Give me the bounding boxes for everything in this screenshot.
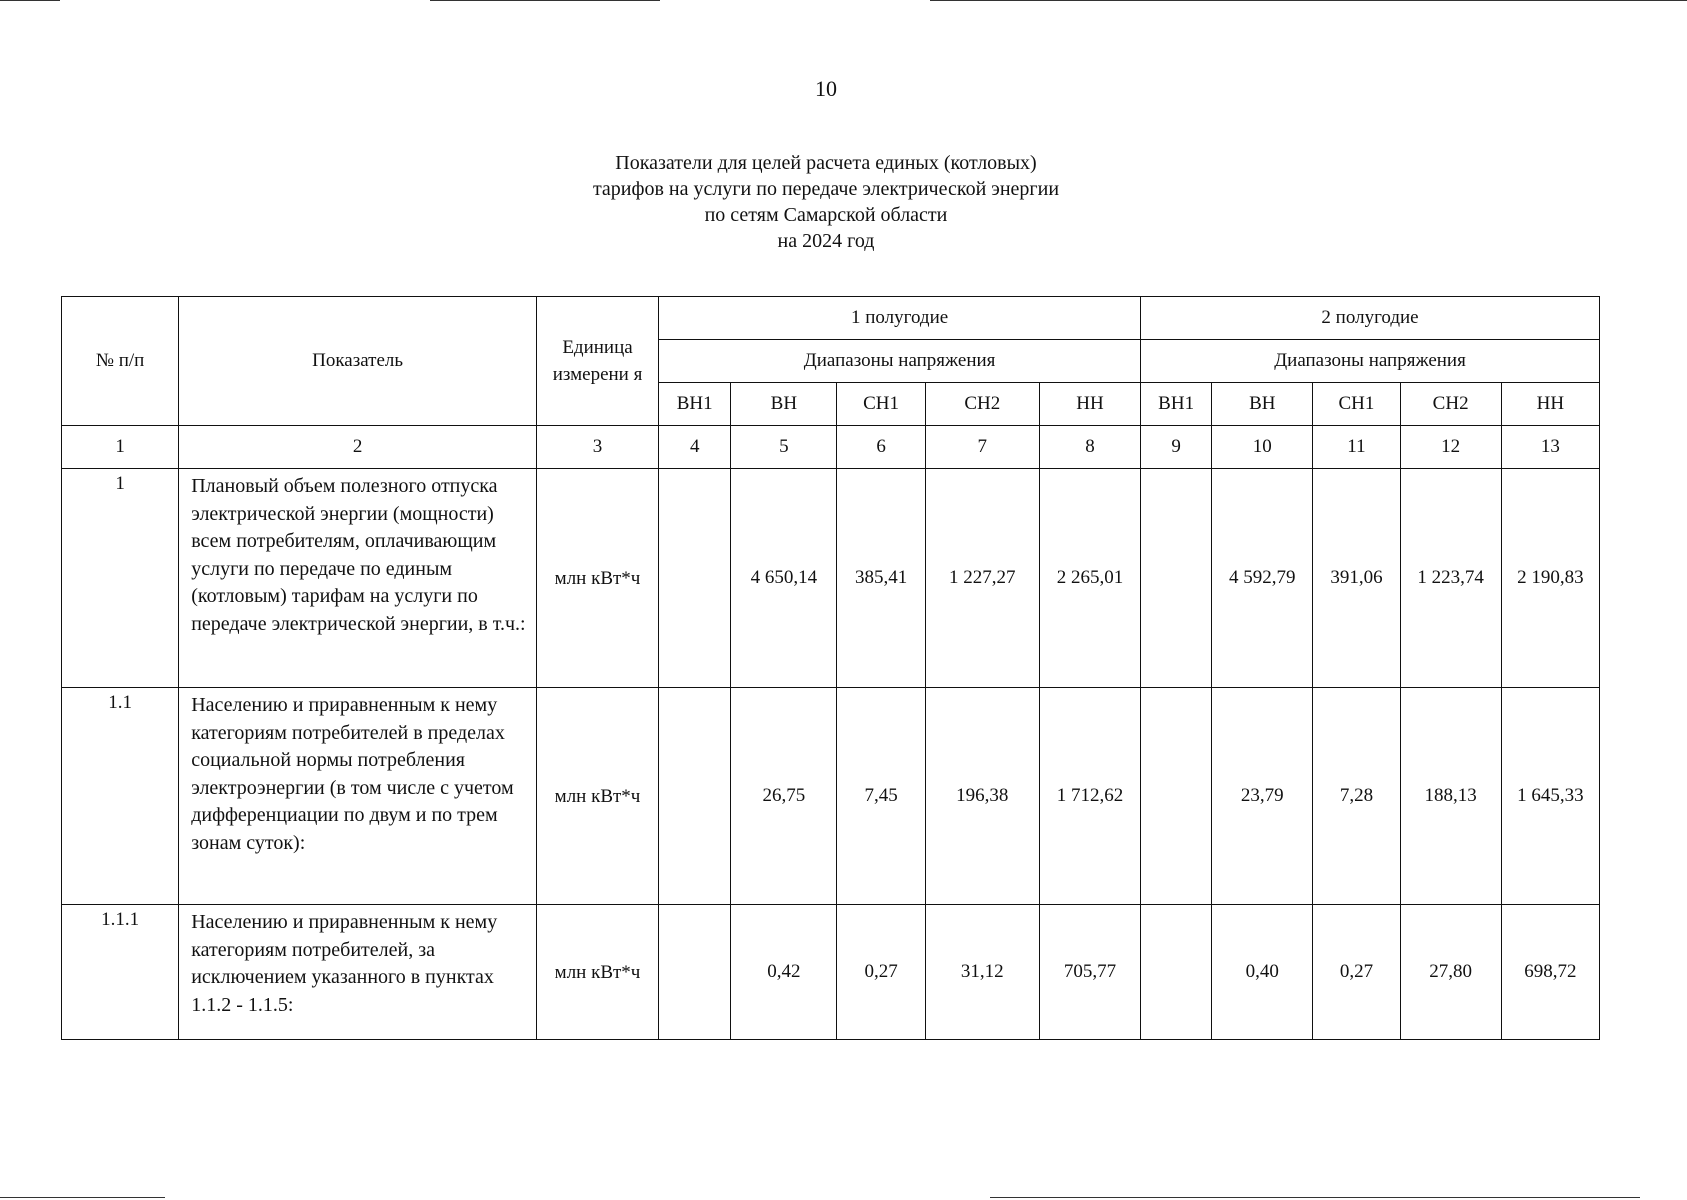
row-unit: млн кВт*ч bbox=[536, 469, 658, 688]
column-number: 12 bbox=[1400, 426, 1501, 469]
column-number: 9 bbox=[1141, 426, 1212, 469]
title-line-2: тарифов на услуги по передаче электрической энергии bbox=[592, 178, 1060, 200]
value-cell: 26,75 bbox=[731, 688, 837, 905]
row-index: 1 bbox=[62, 469, 179, 688]
header-voltage-sn2-h2: СН2 bbox=[1400, 383, 1501, 426]
value-cell bbox=[1141, 905, 1212, 1040]
header-half-1: 1 полугодие bbox=[659, 297, 1141, 340]
header-voltage-vn1-h1: ВН1 bbox=[659, 383, 731, 426]
value-cell bbox=[1141, 469, 1212, 688]
value-cell: 23,79 bbox=[1212, 688, 1313, 905]
header-unit: Единица измерени я bbox=[536, 297, 658, 426]
column-number: 1 bbox=[62, 426, 179, 469]
title-line-1: Показатели для целей расчета единых (котловых) bbox=[615, 152, 1037, 174]
value-cell: 4 592,79 bbox=[1212, 469, 1313, 688]
row-indicator: Плановый объем полезного отпуска электрической энергии (мощности) всем потребителям, оплачивающим услуги по передаче по единым (котловым) тарифам на услуги по передаче электрической энергии, в т.ч.: bbox=[179, 469, 537, 688]
scan-edge-bottom-right bbox=[990, 1197, 1640, 1198]
scan-edge-bottom-left bbox=[0, 1197, 165, 1198]
value-cell: 31,12 bbox=[925, 905, 1039, 1040]
column-number: 7 bbox=[925, 426, 1039, 469]
page-number: 10 bbox=[815, 76, 837, 101]
scan-edge-top-right bbox=[930, 0, 1687, 1]
scan-edge-top-left bbox=[0, 0, 60, 1]
value-cell: 7,45 bbox=[837, 688, 925, 905]
value-cell: 705,77 bbox=[1039, 905, 1140, 1040]
row-indicator: Населению и приравненным к нему категориям потребителей в пределах социальной нормы потребления электроэнергии (в том числе с учетом дифференциации по двум и по трем зонам суток): bbox=[179, 688, 537, 905]
column-number: 4 bbox=[659, 426, 731, 469]
header-voltage-nn-h2: НН bbox=[1501, 383, 1599, 426]
header-voltage-sn2-h1: СН2 bbox=[925, 383, 1039, 426]
column-number: 8 bbox=[1039, 426, 1140, 469]
value-cell: 1 645,33 bbox=[1501, 688, 1599, 905]
value-cell: 27,80 bbox=[1400, 905, 1501, 1040]
value-cell bbox=[1141, 688, 1212, 905]
indicators-table bbox=[61, 296, 1600, 1040]
document-title bbox=[0, 150, 1652, 254]
column-number: 13 bbox=[1501, 426, 1599, 469]
value-cell: 2 265,01 bbox=[1039, 469, 1140, 688]
row-indicator: Населению и приравненным к нему категориям потребителей, за исключением указанного в пунктах 1.1.2 - 1.1.5: bbox=[179, 905, 537, 1040]
value-cell: 0,27 bbox=[837, 905, 925, 1040]
row-index: 1.1 bbox=[62, 688, 179, 905]
table-row bbox=[62, 469, 1600, 688]
value-cell: 1 223,74 bbox=[1400, 469, 1501, 688]
value-cell: 196,38 bbox=[925, 688, 1039, 905]
value-cell: 1 712,62 bbox=[1039, 688, 1140, 905]
table-row bbox=[62, 905, 1600, 1040]
column-number: 2 bbox=[179, 426, 537, 469]
value-cell: 391,06 bbox=[1313, 469, 1400, 688]
column-number: 11 bbox=[1313, 426, 1400, 469]
title-line-3: по сетям Самарской области bbox=[704, 204, 948, 226]
column-number: 10 bbox=[1212, 426, 1313, 469]
value-cell: 0,40 bbox=[1212, 905, 1313, 1040]
title-line-4: на 2024 год bbox=[777, 230, 875, 252]
value-cell: 698,72 bbox=[1501, 905, 1599, 1040]
value-cell: 4 650,14 bbox=[731, 469, 837, 688]
header-voltage-vn1-h2: ВН1 bbox=[1141, 383, 1212, 426]
header-half-2: 2 полугодие bbox=[1141, 297, 1600, 340]
header-index: № п/п bbox=[62, 297, 179, 426]
header-voltage-vn-h1: ВН bbox=[731, 383, 837, 426]
scan-edge-top-mid bbox=[430, 0, 660, 1]
row-index: 1.1.1 bbox=[62, 905, 179, 1040]
header-indicator: Показатель bbox=[179, 297, 537, 426]
header-ranges-half-2: Диапазоны напряжения bbox=[1141, 340, 1600, 383]
table-row bbox=[62, 688, 1600, 905]
header-voltage-vn-h2: ВН bbox=[1212, 383, 1313, 426]
column-number: 5 bbox=[731, 426, 837, 469]
row-unit: млн кВт*ч bbox=[536, 905, 658, 1040]
value-cell bbox=[659, 688, 731, 905]
row-unit: млн кВт*ч bbox=[536, 688, 658, 905]
header-voltage-sn1-h2: СН1 bbox=[1313, 383, 1400, 426]
value-cell: 0,42 bbox=[731, 905, 837, 1040]
value-cell: 188,13 bbox=[1400, 688, 1501, 905]
value-cell: 2 190,83 bbox=[1501, 469, 1599, 688]
column-number: 3 bbox=[536, 426, 658, 469]
value-cell: 0,27 bbox=[1313, 905, 1400, 1040]
column-number-row bbox=[62, 426, 1600, 469]
column-number: 6 bbox=[837, 426, 925, 469]
header-ranges-half-1: Диапазоны напряжения bbox=[659, 340, 1141, 383]
value-cell: 7,28 bbox=[1313, 688, 1400, 905]
header-voltage-sn1-h1: СН1 bbox=[837, 383, 925, 426]
value-cell: 385,41 bbox=[837, 469, 925, 688]
value-cell bbox=[659, 469, 731, 688]
header-voltage-nn-h1: НН bbox=[1039, 383, 1140, 426]
value-cell bbox=[659, 905, 731, 1040]
value-cell: 1 227,27 bbox=[925, 469, 1039, 688]
